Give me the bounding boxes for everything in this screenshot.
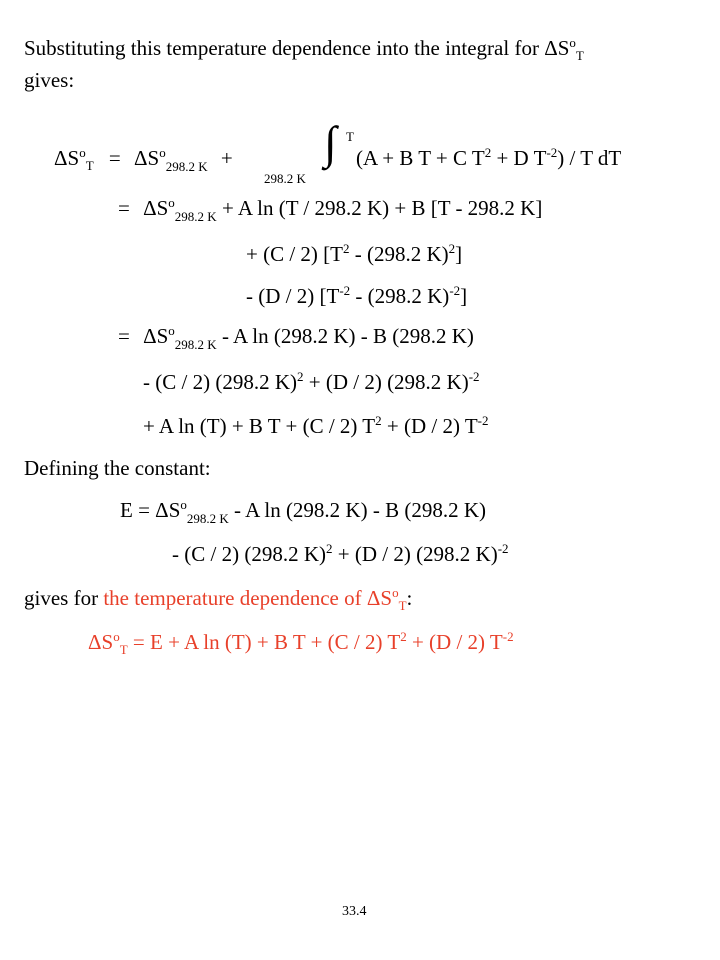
equation-line-5: = $\Delta S^o_{298.2 K}$ - A ln (298.2 K) - B (298.2 K) bbox=[118, 323, 474, 352]
integral-upper-limit: T bbox=[346, 129, 354, 144]
equation-line-3: + (C / 2) [$T^2 - (298.2$ K)$^2$] bbox=[246, 241, 463, 266]
integral-sign: ∫ bbox=[324, 117, 337, 168]
intro-line-1: Substituting this temperature dependence into the integral for $\Delta S^o_T$ bbox=[24, 35, 584, 63]
delta-symbol: Δ bbox=[544, 36, 558, 60]
define-constant-text: Defining the constant: bbox=[24, 456, 211, 480]
intro-line-2: gives: bbox=[24, 68, 75, 92]
equation-line-8: $E = \Delta S^o_{298.2 K} - A$ ln (298.2 K) - B (298.2 K) bbox=[120, 497, 486, 526]
final-equation: $\Delta S^o_T = E + A$ ln (T) + B T + (C / 2) $T^2 + (D / 2)$ $T^{-2}$ bbox=[88, 629, 514, 657]
equation-line-2: = $\Delta S^o_{298.2 K} + A$ ln (T / 298.2 K) + B [T - 298.2 K] bbox=[118, 195, 543, 224]
equation-line-6: - (C / 2) (298.2 K)$^2$ + (D / 2) (298.2 K)$^{-2}$ bbox=[143, 369, 480, 394]
page-number: 33.4 bbox=[342, 904, 367, 919]
equation-line-4: - (D / 2) [$T^{-2} - (298.2$ K)$^{-2}$] bbox=[246, 283, 468, 308]
gives-line: gives for the temperature dependence of $\Delta S^o_T$: bbox=[24, 585, 413, 613]
equation-line-1: $\Delta S^o_T = \Delta S^o_{298.2 K}$ + bbox=[54, 145, 233, 174]
integral-lower-limit: 298.2 K bbox=[264, 171, 306, 186]
highlight-text: the temperature dependence of bbox=[103, 586, 367, 610]
equation-line-9: - (C / 2) (298.2 K)$^2$ + (D / 2) (298.2 K)$^{-2}$ bbox=[172, 541, 509, 566]
integrand: (A + B T + C $T^2 + D$ $T^{-2}$) / T dT bbox=[356, 145, 622, 170]
equation-line-7: + A ln (T) + B T + (C / 2) $T^2 + (D / 2)$ $T^{-2}$ bbox=[143, 413, 489, 438]
